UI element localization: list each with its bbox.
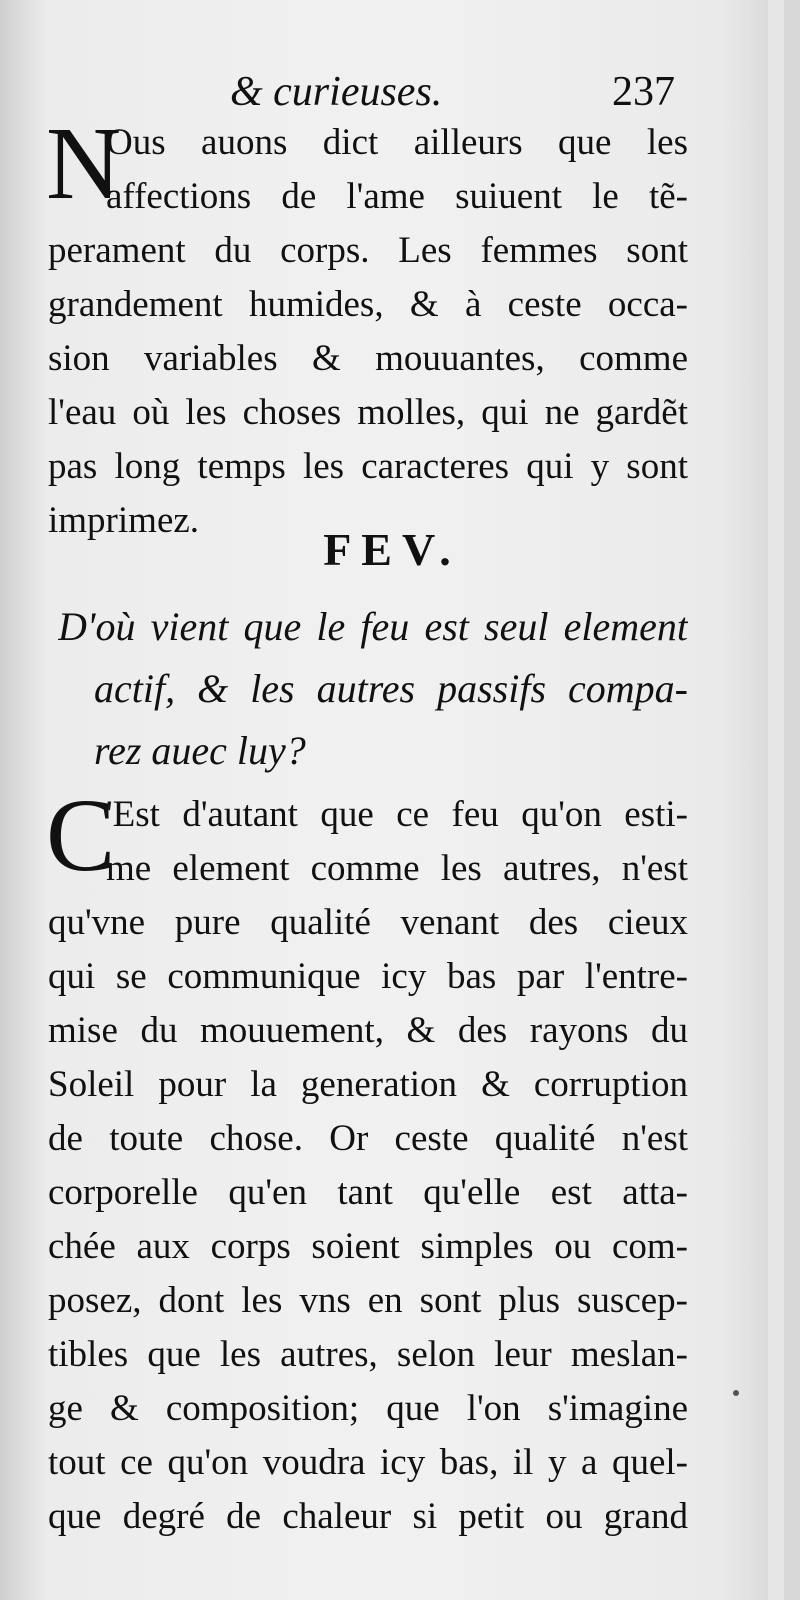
text-line: que degré de chaleur si petit ou grand — [48, 1496, 688, 1537]
text-line: mise du mouuement, & des rayons du — [48, 1010, 688, 1051]
text-line: grandement humides, & à ceste occa- — [48, 284, 688, 325]
text-line: ge & composition; que l'on s'imagine — [48, 1388, 688, 1429]
text-line: 'Est d'autant que ce feu qu'on esti- — [106, 794, 688, 835]
text-line: me element comme les autres, n'est — [106, 848, 688, 889]
running-head: & curieuses. — [230, 69, 443, 115]
question-line: actif, & les autres passifs compa- — [94, 666, 688, 711]
section-title: FEV. — [323, 524, 461, 575]
text-line: Soleil pour la generation & corruption — [48, 1064, 688, 1105]
text-line: perament du corps. Les femmes sont — [48, 230, 688, 271]
drop-cap-c: C — [46, 778, 116, 893]
text-line: imprimez. — [48, 500, 200, 541]
page-number: 237 — [612, 69, 675, 115]
text-line: Ous auons dict ailleurs que les — [106, 122, 688, 163]
drop-cap-n: N — [46, 106, 122, 221]
text-line: pas long temps les caracteres qui y sont — [48, 446, 688, 487]
text-line: tout ce qu'on voudra icy bas, il y a quel- — [48, 1442, 688, 1483]
text-line: posez, dont les vns en sont plus suscep- — [48, 1280, 688, 1321]
paragraph-fire — [46, 778, 688, 1544]
ink-speck — [733, 1390, 739, 1396]
text-line: l'eau où les choses molles, qui ne gardẽt — [48, 392, 688, 433]
text-line: affections de l'ame suiuent le tẽ- — [106, 176, 688, 217]
text-line: de toute chose. Or ceste qualité n'est — [48, 1118, 688, 1159]
text-line: qui se communique icy bas par l'entre- — [48, 956, 688, 997]
text-line: corporelle qu'en tant qu'elle est atta- — [48, 1172, 688, 1213]
text-line: chée aux corps soient simples ou com- — [48, 1226, 688, 1267]
question-line: rez auec luy? — [94, 728, 306, 773]
text-line: sion variables & mouuantes, comme — [48, 338, 688, 379]
paragraph-women — [46, 106, 688, 548]
question-line: D'où vient que le feu est seul element — [58, 604, 688, 649]
question-heading — [58, 596, 688, 782]
text-line: tibles que les autres, selon leur meslan- — [48, 1334, 688, 1375]
page-edge — [768, 0, 784, 1600]
text-line: qu'vne pure qualité venant des cieux — [48, 902, 688, 943]
